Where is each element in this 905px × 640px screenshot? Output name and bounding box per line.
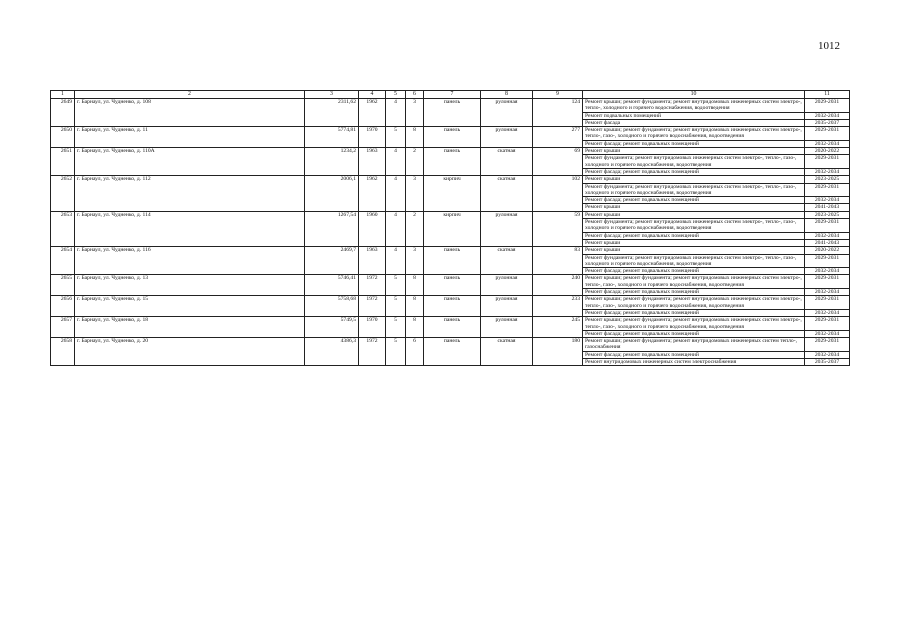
entry-roof-type: рулонная	[481, 296, 533, 317]
entry-entrances: 3	[406, 99, 424, 127]
column-header: 4	[359, 91, 386, 99]
work-description: Ремонт крыши	[583, 204, 805, 211]
work-period: 2032-2034	[805, 232, 850, 239]
column-header: 6	[406, 91, 424, 99]
work-description: Ремонт фасада; ремонт подвальных помещений	[583, 197, 805, 204]
column-header: 11	[805, 91, 850, 99]
work-period: 2020-2022	[805, 148, 850, 155]
entry-year: 1972	[359, 296, 386, 317]
entry-number: 2653	[51, 211, 75, 246]
entry-floors: 4	[386, 148, 406, 176]
entry-roof-type: рулонная	[481, 317, 533, 338]
entry-residents: 59	[533, 211, 583, 246]
entry-year: 1963	[359, 148, 386, 176]
entry-wall-material: панель	[424, 99, 481, 127]
housing-repair-table	[50, 90, 850, 366]
work-description: Ремонт фасада; ремонт подвальных помещений	[583, 289, 805, 296]
work-period: 2035-2037	[805, 358, 850, 365]
entry-year: 1970	[359, 317, 386, 338]
entry-wall-material: панель	[424, 317, 481, 338]
work-description: Ремонт подвальных помещений	[583, 112, 805, 119]
column-header: 1	[51, 91, 75, 99]
column-header: 9	[533, 91, 583, 99]
entry-wall-material: панель	[424, 275, 481, 296]
work-description: Ремонт фасада; ремонт подвальных помещений	[583, 309, 805, 316]
work-period: 2032-2034	[805, 168, 850, 175]
work-period: 2032-2034	[805, 112, 850, 119]
entry-floors: 4	[386, 99, 406, 127]
entry-area: 2006,1	[305, 176, 359, 211]
entry-floors: 4	[386, 211, 406, 246]
entry-roof-type: скатная	[481, 148, 533, 176]
entry-address: г. Барнаул, ул. Чудненко, д. 18	[75, 317, 305, 338]
column-header: 10	[583, 91, 805, 99]
entry-address: г. Барнаул, ул. Чудненко, д. 11	[75, 127, 305, 148]
work-description: Ремонт фасада; ремонт подвальных помещений	[583, 232, 805, 239]
work-period: 2032-2034	[805, 351, 850, 358]
entry-entrances: 8	[406, 275, 424, 296]
entry-year: 1972	[359, 275, 386, 296]
entry-floors: 5	[386, 338, 406, 366]
entry-entrances: 3	[406, 247, 424, 275]
entry-number: 2658	[51, 338, 75, 366]
entry-roof-type: рулонная	[481, 211, 533, 246]
entry-year: 1960	[359, 211, 386, 246]
table-row	[51, 338, 850, 352]
entry-residents: 69	[533, 148, 583, 176]
entry-area: 2469,7	[305, 247, 359, 275]
table-row	[51, 275, 850, 289]
work-description: Ремонт фундамента; ремонт внутридомовых инженерных систем электро-, тепло-, газо-, холодного и горячего водоснабжения, водоотведения	[583, 155, 805, 169]
entry-roof-type: рулонная	[481, 275, 533, 296]
work-description: Ремонт крыши	[583, 176, 805, 183]
entry-number: 2651	[51, 148, 75, 176]
work-period: 2023-2025	[805, 176, 850, 183]
entry-entrances: 2	[406, 148, 424, 176]
entry-entrances: 8	[406, 317, 424, 338]
entry-address: г. Барнаул, ул. Чудненко, д. 112	[75, 176, 305, 211]
table-row	[51, 127, 850, 141]
entry-wall-material: панель	[424, 127, 481, 148]
work-description: Ремонт крыши	[583, 211, 805, 218]
work-period: 2029-2031	[805, 219, 850, 233]
entry-area: 2311,62	[305, 99, 359, 127]
entry-floors: 5	[386, 127, 406, 148]
entry-area: 1267,54	[305, 211, 359, 246]
entry-year: 1962	[359, 176, 386, 211]
work-description: Ремонт фасада; ремонт подвальных помещений	[583, 268, 805, 275]
entry-roof-type: скатная	[481, 338, 533, 366]
entry-number: 2649	[51, 99, 75, 127]
work-period: 2041-2043	[805, 204, 850, 211]
work-period: 2023-2025	[805, 211, 850, 218]
work-description: Ремонт внутридомовых инженерных систем электроснабжения	[583, 358, 805, 365]
work-period: 2029-2031	[805, 127, 850, 141]
work-period: 2032-2034	[805, 330, 850, 337]
work-period: 2029-2031	[805, 338, 850, 352]
work-description: Ремонт фундамента; ремонт внутридомовых инженерных систем электро-, тепло-, газо-, холодного и горячего водоснабжения, водоотведения	[583, 219, 805, 233]
entry-floors: 5	[386, 275, 406, 296]
entry-floors: 4	[386, 247, 406, 275]
work-description: Ремонт крыши	[583, 239, 805, 246]
entry-address: г. Барнаул, ул. Чудненко, д. 13	[75, 275, 305, 296]
work-description: Ремонт крыши; ремонт фундамента; ремонт внутридомовых инженерных систем электро-, тепло-, газо-, холодного и горячего водоснабжения, водоотведения	[583, 296, 805, 310]
entry-residents: 124	[533, 99, 583, 127]
table-row	[51, 148, 850, 155]
entry-number: 2657	[51, 317, 75, 338]
work-period: 2029-2031	[805, 254, 850, 268]
entry-residents: 240	[533, 275, 583, 296]
entry-residents: 83	[533, 247, 583, 275]
column-header: 8	[481, 91, 533, 99]
table-row	[51, 176, 850, 183]
entry-area: 4386,3	[305, 338, 359, 366]
entry-roof-type: скатная	[481, 176, 533, 211]
entry-entrances: 6	[406, 338, 424, 366]
entry-area: 1234,2	[305, 148, 359, 176]
entry-year: 1962	[359, 99, 386, 127]
entry-area: 5746,41	[305, 275, 359, 296]
work-period: 2029-2031	[805, 183, 850, 197]
entry-floors: 5	[386, 317, 406, 338]
entry-number: 2656	[51, 296, 75, 317]
work-description: Ремонт крыши; ремонт фундамента; ремонт внутридомовых инженерных систем электро-, тепло-, холодного и горячего водоснабжения, водоотведения	[583, 99, 805, 113]
entry-address: г. Барнаул, ул. Чудненко, д. 116	[75, 247, 305, 275]
entry-number: 2654	[51, 247, 75, 275]
entry-floors: 4	[386, 176, 406, 211]
work-description: Ремонт фасада; ремонт подвальных помещений	[583, 168, 805, 175]
column-header: 7	[424, 91, 481, 99]
entry-wall-material: панель	[424, 247, 481, 275]
work-period: 2029-2031	[805, 155, 850, 169]
work-period: 2029-2031	[805, 99, 850, 113]
entry-entrances: 8	[406, 296, 424, 317]
entry-year: 1970	[359, 127, 386, 148]
entry-residents: 277	[533, 127, 583, 148]
work-period: 2032-2034	[805, 309, 850, 316]
entry-wall-material: панель	[424, 338, 481, 366]
work-period: 2032-2034	[805, 197, 850, 204]
work-description: Ремонт крыши; ремонт фундамента; ремонт внутридомовых инженерных систем электро-, тепло-, газо-, холодного и горячего водоснабжения, водоотведения	[583, 317, 805, 331]
table-row	[51, 99, 850, 113]
entry-residents: 102	[533, 176, 583, 211]
column-header: 2	[75, 91, 305, 99]
entry-number: 2655	[51, 275, 75, 296]
entry-entrances: 2	[406, 211, 424, 246]
entry-address: г. Барнаул, ул. Чудненко, д. 15	[75, 296, 305, 317]
work-description: Ремонт фасада; ремонт подвальных помещений	[583, 330, 805, 337]
entry-wall-material: панель	[424, 296, 481, 317]
work-description: Ремонт крыши; ремонт фундамента; ремонт внутридомовых инженерных систем электро-, тепло-, газо-, холодного и горячего водоснабжения, водоотведения	[583, 127, 805, 141]
entry-roof-type: рулонная	[481, 99, 533, 127]
entry-wall-material: кирпич	[424, 176, 481, 211]
entry-address: г. Барнаул, ул. Чудненко, д. 114	[75, 211, 305, 246]
work-description: Ремонт фасада	[583, 119, 805, 126]
table-row	[51, 296, 850, 310]
entry-wall-material: панель	[424, 148, 481, 176]
entry-address: г. Барнаул, ул. Чудненко, д. 108	[75, 99, 305, 127]
entry-number: 2650	[51, 127, 75, 148]
table-row	[51, 247, 850, 254]
work-description: Ремонт фундамента; ремонт внутридомовых инженерных систем электро-, тепло-, газо-, холодного и горячего водоснабжения, водоотведения	[583, 183, 805, 197]
entry-floors: 5	[386, 296, 406, 317]
work-description: Ремонт фасада; ремонт подвальных помещений	[583, 140, 805, 147]
entry-residents: 245	[533, 317, 583, 338]
table-row	[51, 211, 850, 218]
work-period: 2032-2034	[805, 268, 850, 275]
work-description: Ремонт фундамента; ремонт внутридомовых инженерных систем электро-, тепло-, газо-, холодного и горячего водоснабжения, водоотведения	[583, 254, 805, 268]
entry-year: 1972	[359, 338, 386, 366]
entry-entrances: 3	[406, 176, 424, 211]
entry-number: 2652	[51, 176, 75, 211]
entry-year: 1963	[359, 247, 386, 275]
page-number: 1012	[818, 40, 840, 52]
entry-address: г. Барнаул, ул. Чудненко, д. 110А	[75, 148, 305, 176]
entry-entrances: 8	[406, 127, 424, 148]
table-row	[51, 317, 850, 331]
work-period: 2032-2034	[805, 289, 850, 296]
work-period: 2029-2031	[805, 296, 850, 310]
entry-wall-material: кирпич	[424, 211, 481, 246]
entry-area: 5758,68	[305, 296, 359, 317]
work-period: 2020-2022	[805, 247, 850, 254]
work-description: Ремонт крыши; ремонт фундамента; ремонт внутридомовых инженерных систем электро-, тепло-, газо-, холодного и горячего водоснабжения, водоотведения	[583, 275, 805, 289]
entry-address: г. Барнаул, ул. Чудненко, д. 20	[75, 338, 305, 366]
column-header: 5	[386, 91, 406, 99]
column-header: 3	[305, 91, 359, 99]
work-period: 2032-2034	[805, 140, 850, 147]
entry-residents: 233	[533, 296, 583, 317]
entry-roof-type: рулонная	[481, 127, 533, 148]
work-description: Ремонт крыши	[583, 247, 805, 254]
work-period: 2029-2031	[805, 317, 850, 331]
entry-roof-type: скатная	[481, 247, 533, 275]
work-description: Ремонт крыши	[583, 148, 805, 155]
work-period: 2041-2043	[805, 239, 850, 246]
entry-residents: 180	[533, 338, 583, 366]
work-description: Ремонт фасада; ремонт подвальных помещений	[583, 351, 805, 358]
table-header-row	[51, 91, 850, 99]
entry-area: 5749,5	[305, 317, 359, 338]
work-description: Ремонт крыши; ремонт фундамента; ремонт внутридомовых инженерных систем тепло-, газоснабжения	[583, 338, 805, 352]
work-period: 2029-2031	[805, 275, 850, 289]
work-period: 2035-2037	[805, 119, 850, 126]
entry-area: 5774,81	[305, 127, 359, 148]
